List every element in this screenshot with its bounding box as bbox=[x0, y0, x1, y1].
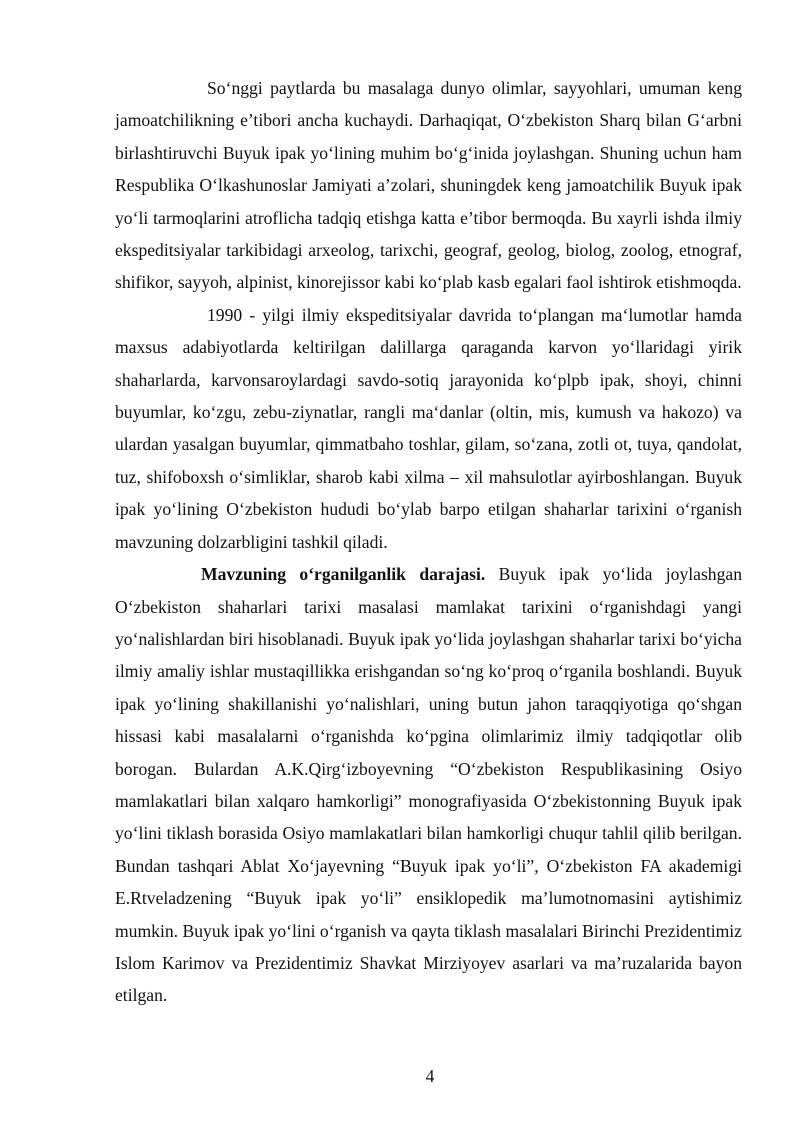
paragraph-1-text: So‘nggi paytlarda bu masalaga dunyo olimlar, sayyohlari, umuman keng jamoatchilikning e’tibori ancha kuchaydi. Darhaqiqat, O‘zbekiston Sharq bilan G‘arbni birlashtiruvchi Buyuk ipak yo‘lining muhim bo‘g‘inida joylashgan. Shuning uchun ham Respublika O‘lkashunoslar Jamiyati a’zolari, shuningdek keng jamoatchilik Buyuk ipak yo‘li tarmoqlarini atroflicha tadqiq etishga katta e’tibor bermoqda. Bu xayrli ishda ilmiy ekspeditsiyalar tarkibidagi arxeolog, tarixchi, geograf, geolog, biolog, zoolog, etnograf, shifikor, sayyoh, alpinist, kinorejissor kabi ko‘plab kasb egalari faol ishtirok etishmoqda. bbox=[115, 78, 742, 293]
section-heading: Mavzuning o‘rganilganlik darajasi. bbox=[201, 564, 486, 585]
paragraph-2-text: 1990 - yilgi ilmiy ekspeditsiyalar davrida to‘plangan ma‘lumotlar hamda maxsus adabiyotlarda keltirilgan dalillarga qaraganda karvon yo‘llaridagi yirik shaharlarda, karvonsaroylardagi savdo-sotiq jarayonida ko‘plpb ipak, shoyi, chinni buyumlar, ko‘zgu, zebu-ziynatlar, rangli ma‘danlar (oltin, mis, kumush va hakozo) va ulardan yasalgan buyumlar, qimmatbaho toshlar, gilam, so‘zana, zotli ot, tuya, qandolat, tuz, shifoboxsh o‘simliklar, sharob kabi xilma – xil mahsulotlar ayirboshlangan. Buyuk ipak yo‘lining O‘zbekiston hududi bo‘ylab barpo etilgan shaharlar tarixini o‘rganish mavzuning dolzarbligini tashkil qiladi. bbox=[115, 304, 742, 552]
paragraph-3-text: Buyuk ipak yo‘lida joylashgan O‘zbekiston shaharlari tarixi masalasi mamlakat tarixini o‘rganishdagi yangi yo‘nalishlardan biri hisoblanadi. Buyuk ipak yo‘lida joylashgan shaharlar tarixi bo‘yicha ilmiy amaliy ishlar mustaqillikka erishgandan so‘ng ko‘proq o‘rganila boshlandi. Buyuk ipak yo‘lining shakillanishi yo‘nalishlari, uning butun jahon taraqqiyotiga qo‘shgan hissasi kabi masalalarni o‘rganishda ko‘pgina olimlarimiz ilmiy tadqiqotlar olib borogan. Bulardan A.K.Qirg‘izboyevning “O‘zbekiston Respublikasining Osiyo mamlakatlari bilan xalqaro hamkorligi” monografiyasida O‘zbekistonning Buyuk ipak yo‘lini tiklash borasida Osiyo mamlakatlari bilan hamkorligi chuqur tahlil qilib berilgan. Bundan tashqari Ablat Xo‘jayevning “Buyuk ipak yo‘li”, O‘zbekiston FA akademigi E.Rtveladzening “Buyuk ipak yo‘li” ensiklopedik ma’lumotnomasini aytishimiz mumkin. Buyuk ipak yo‘lini o‘rganish va qayta tiklash masalalari Birinchi Prezidentimiz Islom Karimov va Prezidentimiz Shavkat Mirziyoyev asarlari va ma’ruzalarida bayon etilgan. bbox=[115, 564, 742, 1006]
document-page bbox=[115, 72, 742, 1012]
paragraph-1 bbox=[115, 72, 742, 299]
paragraph-2 bbox=[115, 299, 742, 558]
paragraph-3 bbox=[115, 558, 742, 1012]
page-number: 4 bbox=[425, 1066, 435, 1086]
